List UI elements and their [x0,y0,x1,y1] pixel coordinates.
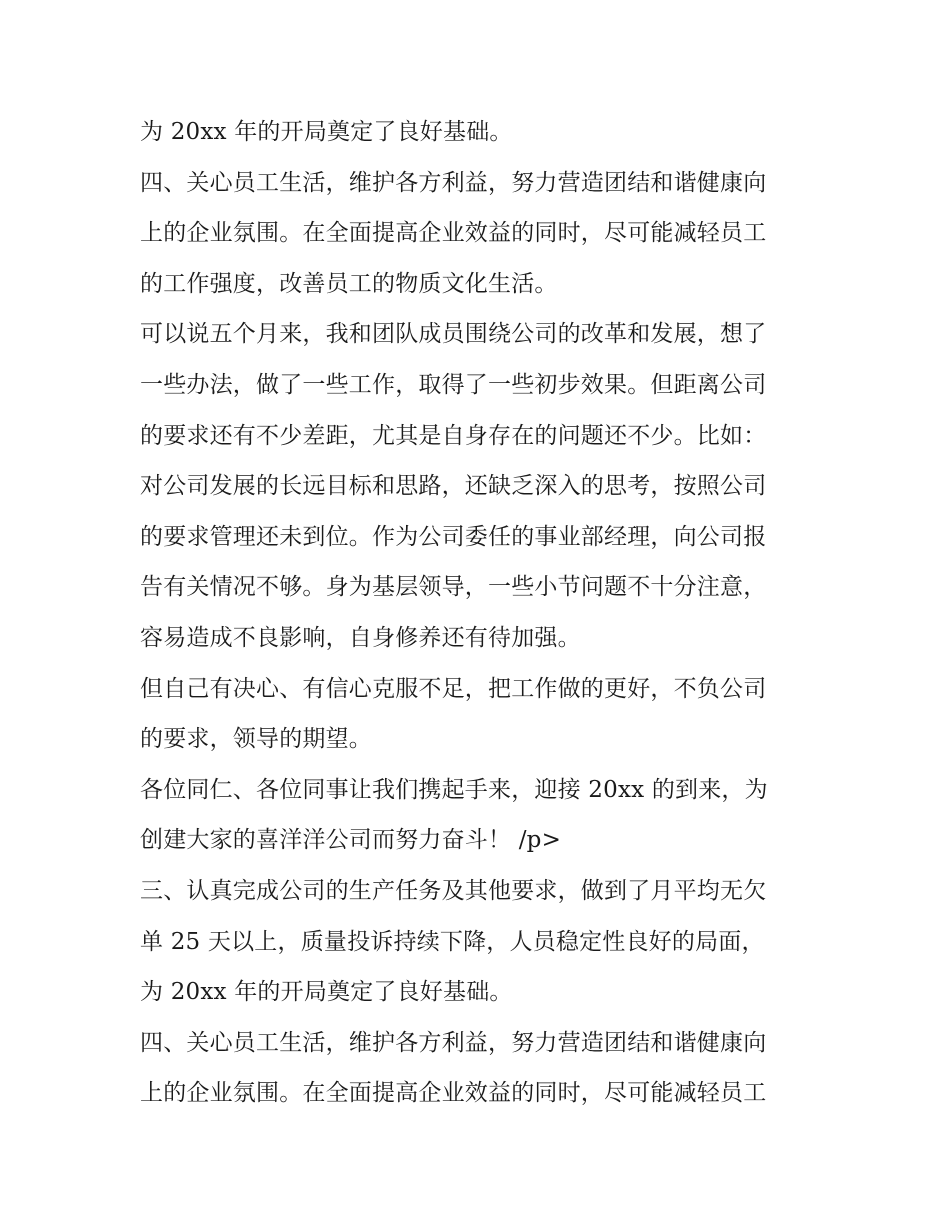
text-line: 四、关心员工生活，维护各方利益，努力营造团结和谐健康向 [140,1029,767,1056]
text-line: 可以说五个月来，我和团队成员围绕公司的改革和发展，想了 [140,321,767,348]
text-line: 上的企业氛围。在全面提高企业效益的同时，尽可能减轻员工 [140,220,767,247]
text-line: 创建大家的喜洋洋公司而努力奋斗！ /p> [140,827,562,854]
text-line: 各位同仁、各位同事让我们携起手来，迎接 20xx 的到来，为 [140,776,768,803]
text-line: 三、认真完成公司的生产任务及其他要求，做到了月平均无欠 [140,877,767,904]
text-line: 上的企业氛围。在全面提高企业效益的同时，尽可能减轻员工 [140,1080,767,1107]
text-line: 一些办法，做了一些工作，取得了一些初步效果。但距离公司 [140,371,767,398]
text-line: 为 20xx 年的开局奠定了良好基础。 [140,979,513,1006]
text-line: 的要求管理还未到位。作为公司委任的事业部经理，向公司报 [140,523,767,550]
text-line: 的工作强度，改善员工的物质文化生活。 [140,270,558,297]
text-line: 为 20xx 年的开局奠定了良好基础。 [140,119,513,145]
text-line: 对公司发展的长远目标和思路，还缺乏深入的思考，按照公司 [140,473,767,500]
text-line: 容易造成不良影响，自身修养还有待加强。 [140,624,581,651]
text-line: 告有关情况不够。身为基层领导，一些小节问题不十分注意， [140,574,767,601]
text-line: 四、关心员工生活，维护各方利益，努力营造团结和谐健康向 [140,169,767,196]
text-line: 但自己有决心、有信心克服不足，把工作做的更好，不负公司 [140,675,767,702]
text-line: 的要求还有不少差距，尤其是自身存在的问题还不少。比如： [140,422,767,449]
text-line: 的要求，领导的期望。 [140,726,372,753]
document-body [140,107,820,1119]
text-line: 单 25 天以上，质量投诉持续下降，人员稳定性良好的局面， [140,928,765,955]
